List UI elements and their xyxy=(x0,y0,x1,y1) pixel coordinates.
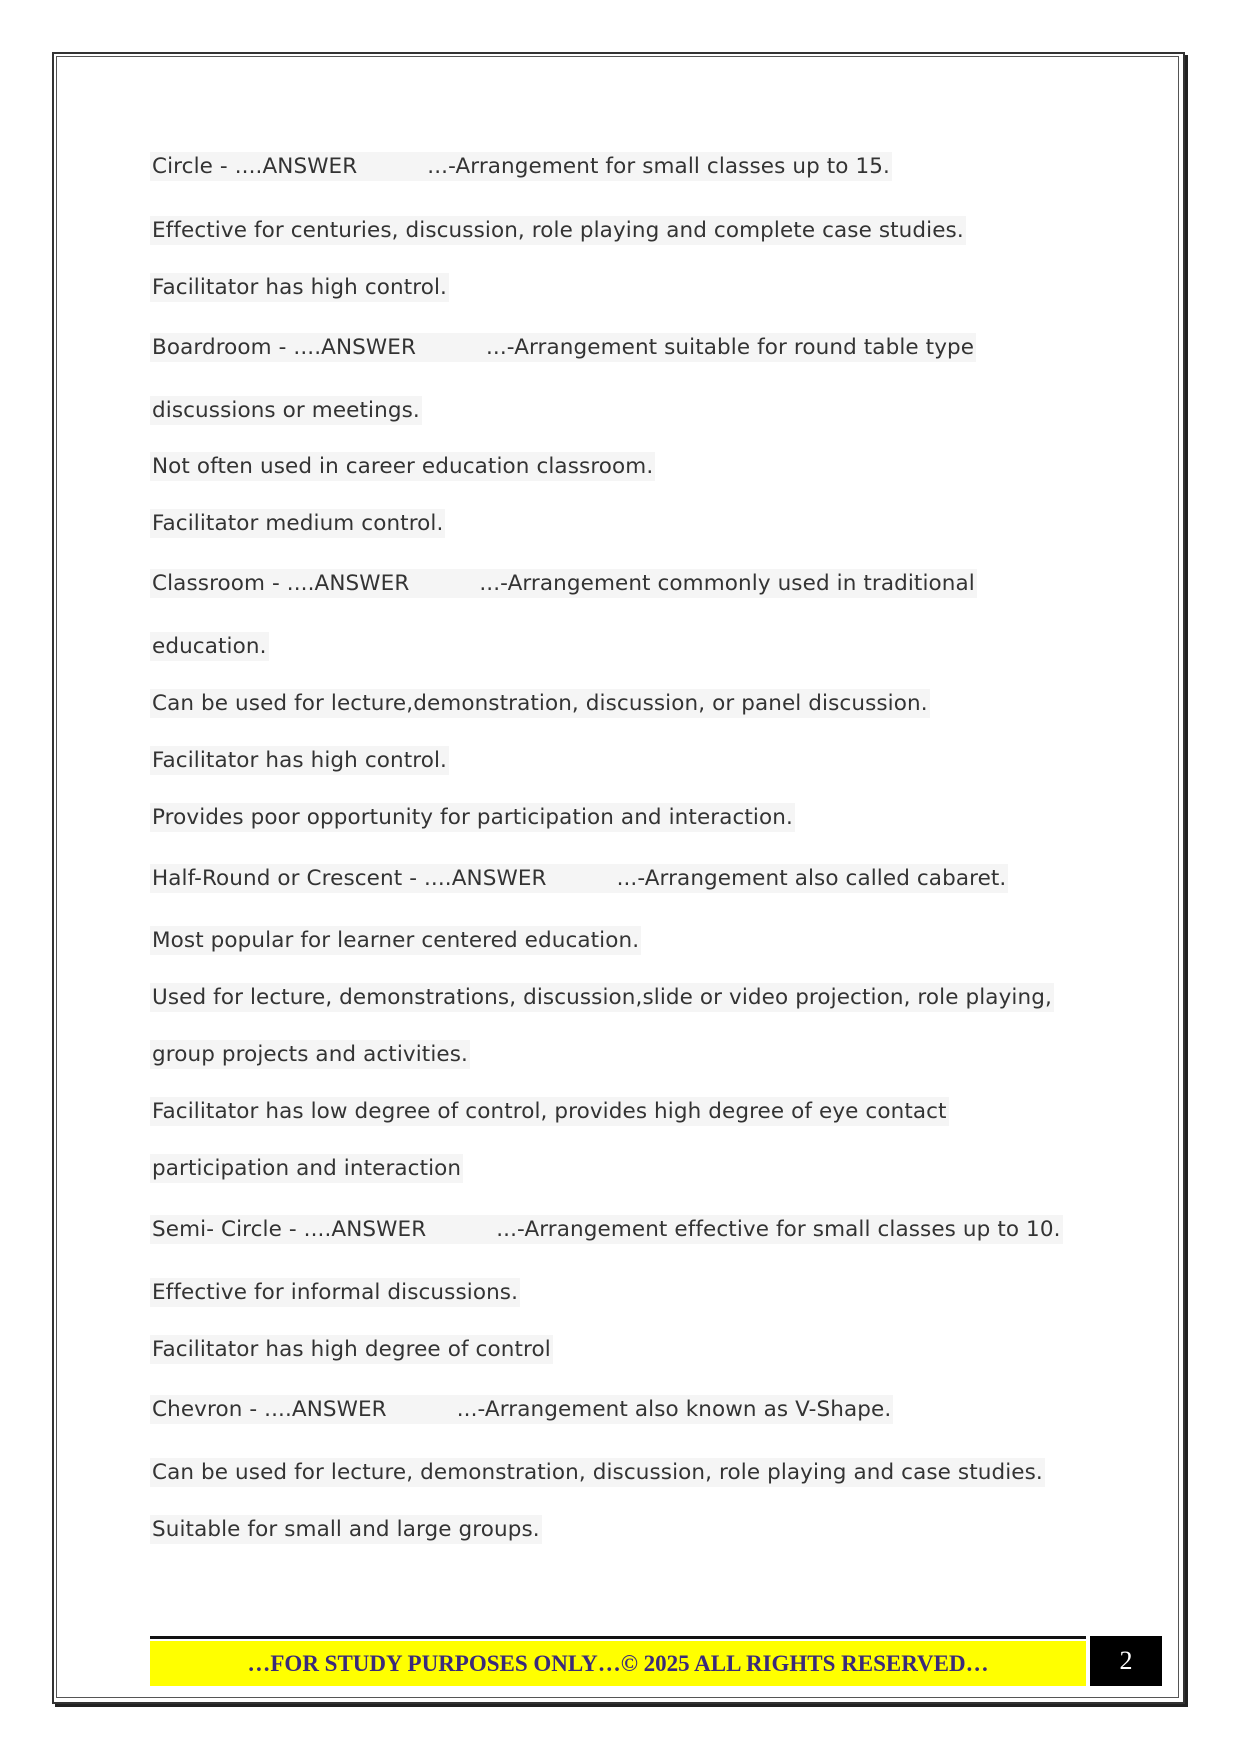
flashcard-line xyxy=(150,333,976,362)
definition: ...-Arrangement effective for small classes up to 10. xyxy=(496,1217,1061,1242)
text-line: Facilitator medium control. xyxy=(152,511,444,536)
text-line: education. xyxy=(152,634,267,659)
term: Chevron - .... xyxy=(152,1397,292,1422)
text-line: discussions or meetings. xyxy=(152,398,420,423)
term: Classroom - .... xyxy=(152,571,315,596)
text-line: Not often used in career education classroom. xyxy=(152,454,654,479)
text-line: Effective for informal discussions. xyxy=(152,1280,519,1305)
text-line: Can be used for lecture,demonstration, discussion, or panel discussion. xyxy=(152,691,928,716)
text-line: Facilitator has high control. xyxy=(152,275,447,300)
answer-label: ANSWER xyxy=(321,335,416,360)
text-line: Facilitator has high degree of control xyxy=(152,1337,551,1362)
text-line: Facilitator has high control. xyxy=(152,748,447,773)
answer-label: ANSWER xyxy=(331,1217,427,1242)
footer-bar xyxy=(150,1641,1086,1686)
text-line: Can be used for lecture, demonstration, discussion, role playing and case studies. xyxy=(152,1460,1043,1485)
answer-label: ANSWER xyxy=(291,1397,387,1422)
term: Half-Round or Crescent - .... xyxy=(152,866,452,891)
footer-rule xyxy=(150,1636,1086,1639)
footer-notice: …FOR STUDY PURPOSES ONLY…© 2025 ALL RIGHTS RESERVED… xyxy=(247,1650,989,1676)
flashcard-line xyxy=(150,864,1008,893)
text-line: Provides poor opportunity for participation and interaction. xyxy=(152,805,793,830)
definition: ...-Arrangement suitable for round table type xyxy=(486,335,975,360)
definition: ...-Arrangement also known as V-Shape. xyxy=(456,1397,892,1422)
definition: ...-Arrangement commonly used in traditional xyxy=(479,571,975,596)
flashcard-line xyxy=(150,1395,893,1424)
definition: ...-Arrangement for small classes up to 15. xyxy=(427,154,890,179)
text-line: Most popular for learner centered education. xyxy=(152,928,640,953)
answer-label: ANSWER xyxy=(262,154,358,179)
flashcard-line xyxy=(150,1215,1063,1244)
answer-label: ANSWER xyxy=(314,571,410,596)
text-line: group projects and activities. xyxy=(152,1042,468,1067)
text-line: Facilitator has low degree of control, provides high degree of eye contact xyxy=(152,1099,947,1124)
page-number: 2 xyxy=(1090,1636,1162,1686)
term: Semi- Circle - .... xyxy=(152,1217,332,1242)
flashcard-line xyxy=(150,569,977,598)
text-line: Suitable for small and large groups. xyxy=(152,1517,540,1542)
text-line: Effective for centuries, discussion, role playing and complete case studies. xyxy=(152,218,964,243)
text-line: participation and interaction xyxy=(152,1156,462,1181)
text-line: Used for lecture, demonstrations, discussion,slide or video projection, role playing, xyxy=(152,985,1052,1010)
answer-label: ANSWER xyxy=(451,866,547,891)
flashcard-line xyxy=(150,152,892,181)
term: Boardroom - .... xyxy=(152,335,322,360)
term: Circle - .... xyxy=(152,154,263,179)
definition: ...-Arrangement also called cabaret. xyxy=(616,866,1007,891)
